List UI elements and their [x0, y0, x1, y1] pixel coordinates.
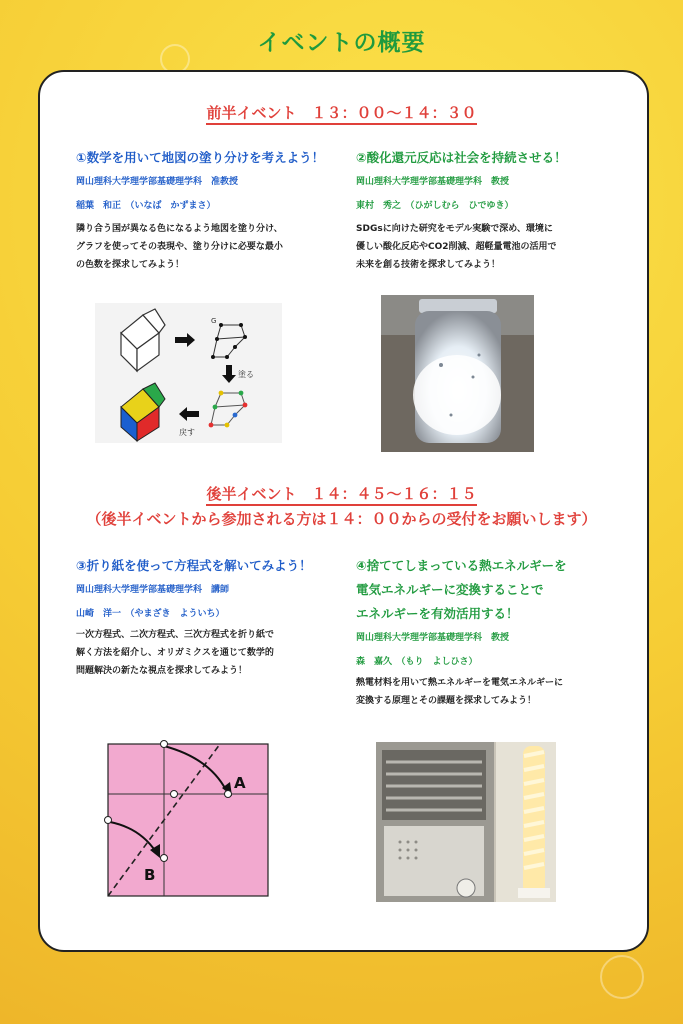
- item-1-presenter: 稲葉 和正 （いなば かずまさ）: [76, 201, 216, 211]
- map-coloring-figure: [95, 303, 282, 443]
- event-item-2: [356, 146, 626, 274]
- item-4-title-line: エネルギーを有効活用する！: [356, 606, 519, 621]
- item-2-description: [356, 220, 626, 274]
- event-item-3: [76, 554, 348, 680]
- point-a-label: A: [234, 774, 246, 792]
- item-4-desc-line: 熱電材料を用いて熱エネルギーを電気エネルギーに: [356, 678, 564, 688]
- second-half-header: [0, 483, 683, 504]
- item-1-affiliation: 岡山理科大学理学部基礎理学科 准教授: [76, 177, 239, 187]
- item-4-description: [356, 674, 626, 710]
- page-title: イベントの概要: [257, 30, 426, 56]
- item-3-presenter: 山崎 洋一 （やまざき よういち）: [76, 609, 225, 619]
- background-decoration: [600, 955, 644, 999]
- item-3-description: [76, 626, 348, 680]
- event-item-1: [76, 146, 348, 274]
- item-1-desc-line: グラフを使ってその表現や、塗り分けに必要な最小: [76, 242, 283, 252]
- first-half-header: [0, 102, 683, 123]
- paint-label: 塗る: [238, 370, 254, 379]
- item-4-desc-line: 変換する原理とその課題を探求してみよう！: [356, 696, 537, 706]
- item-4-title-line: ④捨ててしまっている熱エネルギーを: [356, 558, 567, 573]
- item-2-title: ②酸化還元反応は社会を持続させる！: [356, 150, 567, 165]
- item-1-title: ①数学を用いて地図の塗り分けを考えよう！: [76, 150, 325, 165]
- thermoelectric-photo: [376, 742, 556, 902]
- redox-experiment-photo: [381, 295, 534, 452]
- item-2-presenter: 東村 秀之 （ひがしむら ひでゆき）: [356, 201, 514, 211]
- item-1-description: [76, 220, 348, 274]
- second-half-header-text: 後半イベント １４：４５〜１６：１５: [206, 485, 476, 506]
- event-item-4: [356, 554, 626, 710]
- item-3-title: ③折り紙を使って方程式を解いてみよう！: [76, 558, 312, 573]
- item-4-title-line: 電気エネルギーに変換することで: [356, 582, 544, 597]
- point-b-label: B: [144, 866, 156, 884]
- item-4-affiliation: 岡山理科大学理学部基礎理学科 教授: [356, 633, 510, 643]
- first-half-header-text: 前半イベント １３：００〜１４：３０: [206, 104, 476, 125]
- item-2-desc-line: 優しい酸化反応やCO2削減、超軽量電池の活用で: [356, 242, 557, 252]
- item-3-desc-line: 一次方程式、二次方程式、三次方程式を折り紙で: [76, 630, 275, 640]
- item-2-desc-line: SDGsに向けた研究をモデル実験で深め、環境に: [356, 224, 553, 234]
- item-3-affiliation: 岡山理科大学理学部基礎理学科 講師: [76, 585, 230, 595]
- item-3-desc-line: 問題解決の新たな視点を探求してみよう！: [76, 666, 248, 676]
- item-2-desc-line: 未来を創る技術を探求してみよう！: [356, 260, 501, 270]
- back-label: 戻す: [179, 428, 195, 437]
- item-1-desc-line: の色数を探求してみよう！: [76, 260, 185, 270]
- item-4-presenter: 森 嘉久 （もり よしひさ）: [356, 657, 478, 667]
- second-half-note: （後半イベントから参加される方は１４：００からの受付をお願いします）: [86, 510, 597, 528]
- graph-g-label: G: [211, 317, 217, 325]
- item-1-desc-line: 隣り合う国が異なる色になるよう地図を塗り分け、: [76, 224, 283, 234]
- origami-figure: [104, 740, 272, 898]
- item-2-affiliation: 岡山理科大学理学部基礎理学科 教授: [356, 177, 510, 187]
- item-3-desc-line: 解く方法を紹介し、オリガミクスを通じて数学的: [76, 648, 274, 658]
